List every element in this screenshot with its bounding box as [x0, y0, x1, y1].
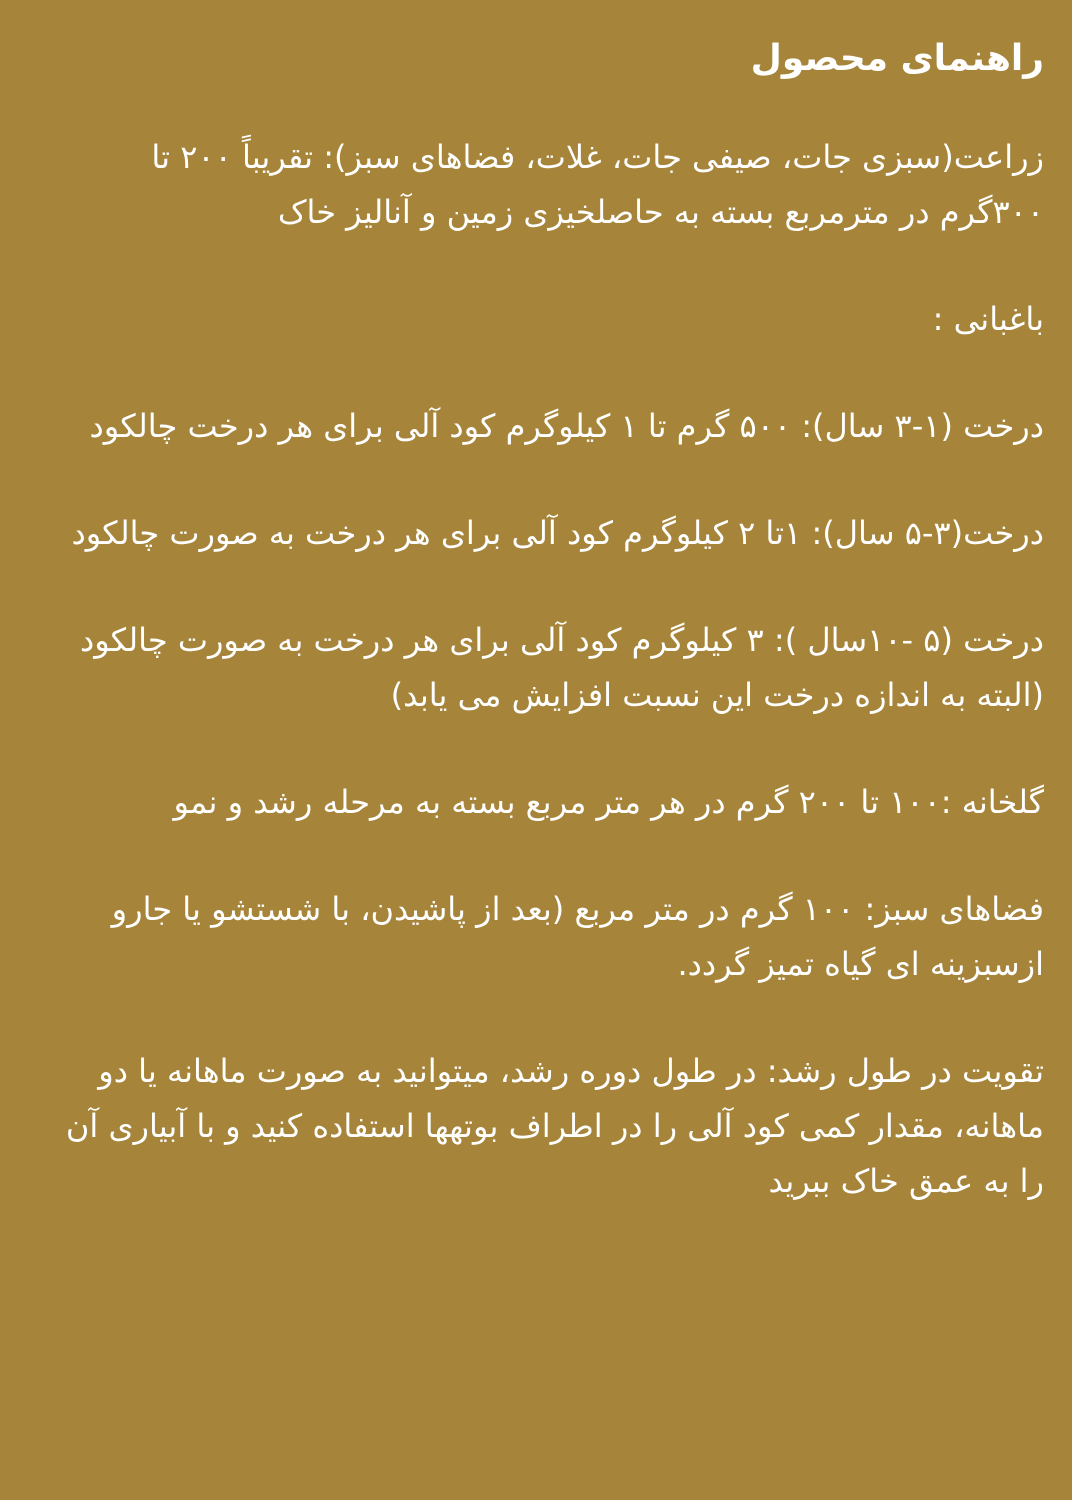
paragraph-tree-5-10-years: درخت (۵ -۱۰سال ): ۳ کیلوگرم کود آلی برای هر درخت به صورت چالکود (البته به اندازه درخت این نسبت افزایش می یابد) [59, 621, 1044, 714]
paragraph-growth-boost: تقویت در طول رشد: در طول دوره رشد، میتوانید به صورت ماهانه یا دو ماهانه، مقدار کمی کود آلی را در اطراف بوتهها استفاده کنید و با آبیاری آن را به عمق خاک ببرید [55, 1052, 1044, 1200]
paragraph-farming: زراعت(سبزی جات، صیفی جات، غلات، فضاهای سبز): تقریباً ۲۰۰ تا ۳۰۰گرم در مترمربع بسته به حاصلخیزی زمین و آنالیز خاک [141, 138, 1044, 231]
paragraph-tree-3-5-years: درخت(۳-۵ سال): ۱تا ۲ کیلوگرم کود آلی برای هر درخت به صورت چالکود [71, 514, 1044, 552]
paragraph-horticulture-heading: باغبانی : [932, 300, 1044, 338]
paragraph-greenhouse: گلخانه :۱۰۰ تا ۲۰۰ گرم در هر متر مربع بسته به مرحله رشد و نمو [173, 783, 1044, 821]
page-title: راهنمای محصول [750, 38, 1044, 79]
paragraph-green-spaces: فضاهای سبز: ۱۰۰ گرم در متر مربع (بعد از پاشیدن، با شستشو یا جارو ازسبزینه ای گیاه تمیز گردد. [101, 890, 1044, 983]
paragraph-tree-1-3-years: درخت (۱-۳ سال): ۵۰۰ گرم تا ۱ کیلوگرم کود آلی برای هر درخت چالکود [89, 407, 1044, 445]
